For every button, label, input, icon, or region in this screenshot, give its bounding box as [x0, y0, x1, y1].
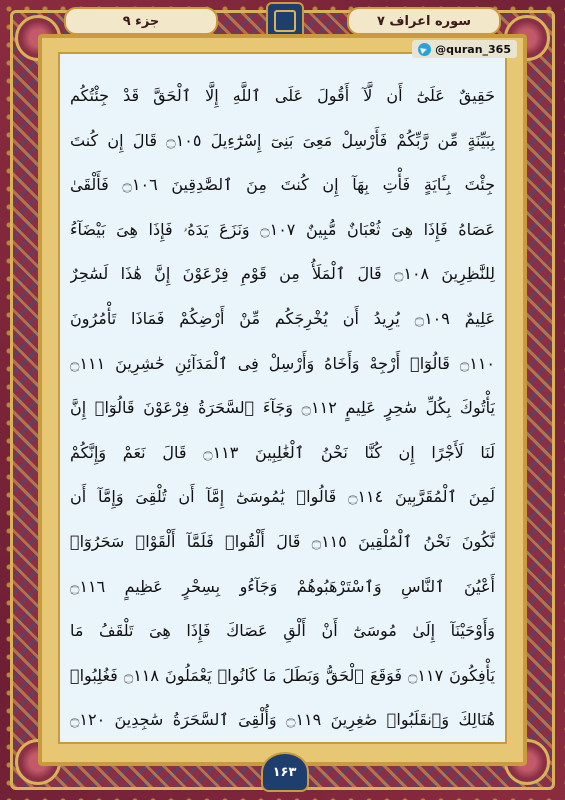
verse-line: عَصَاهُ فَإِذَا هِىَ ثُعْبَانٌ مُّبِينٌ ۝١٠٧ وَنَزَعَ يَدَهُۥ فَإِذَا هِىَ بَيْضَآءُ — [70, 219, 495, 239]
verse-line: حَقِيقٌ عَلَىٰٓ أَن لَّآ أَقُولَ عَلَى ٱللَّهِ إِلَّا ٱلْحَقَّ قَدْ جِئْتُكُم — [70, 86, 495, 105]
verse-line: ۝١١٠ قَالُوٓا۟ أَرْجِهْ وَأَخَاهُ وَأَرْسِلْ فِى ٱلْمَدَآئِنِ حَٰشِرِينَ ۝١١١ — [70, 353, 495, 373]
verse-line: بِبَيِّنَةٍ مِّن رَّبِّكُمْ فَأَرْسِلْ مَعِىَ بَنِىٓ إِسْرَٰٓءِيلَ ۝١٠٥ قَالَ إِن كُنتَ — [70, 130, 495, 150]
verse-line: لِلنَّٰظِرِينَ ۝١٠٨ قَالَ ٱلْمَلَأُ مِن قَوْمِ فِرْعَوْنَ إِنَّ هَٰذَا لَسَٰحِرٌ — [70, 264, 495, 284]
juz-label: جزء ۹ — [64, 7, 218, 35]
verse-line: أَعْيُنَ ٱلنَّاسِ وَٱسْتَرْهَبُوهُمْ وَجَآءُو بِسِحْرٍ عَظِيمٍ ۝١١٦ — [70, 576, 495, 596]
verse-line: وَأَوْحَيْنَآ إِلَىٰ مُوسَىٰٓ أَنْ أَلْقِ عَصَاكَ فَإِذَا هِىَ تَلْقَفُ مَا — [70, 621, 495, 641]
verse-panel — [58, 52, 507, 744]
verse-line: لَنَا لَأَجْرًا إِن كُنَّا نَحْنُ ٱلْغَٰلِبِينَ ۝١١٣ قَالَ نَعَمْ وَإِنَّكُمْ — [70, 442, 495, 462]
telegram-icon — [418, 43, 431, 56]
verse-line: جِئْتَ بِـَٔايَةٍ فَأْتِ بِهَآ إِن كُنتَ مِنَ ٱلصَّٰدِقِينَ ۝١٠٦ فَأَلْقَىٰ — [70, 175, 495, 195]
verse-lines — [70, 74, 495, 743]
verse-line: لَمِنَ ٱلْمُقَرَّبِينَ ۝١١٤ قَالُوا۟ يَٰمُوسَىٰٓ إِمَّآ أَن تُلْقِىَ وَإِمَّآ أَن — [70, 487, 495, 507]
channel-handle: @quran_365 — [435, 42, 511, 56]
verse-line: عَلِيمٌ ۝١٠٩ يُرِيدُ أَن يُخْرِجَكُم مِّنْ أَرْضِكُمْ فَمَاذَا تَأْمُرُونَ — [70, 308, 495, 328]
verse-line: هُنَالِكَ وَٱنقَلَبُوا۟ صَٰغِرِينَ ۝١١٩ وَأُلْقِىَ ٱلسَّحَرَةُ سَٰجِدِينَ ۝١٢٠ — [70, 710, 495, 730]
verse-line: يَأْتُوكَ بِكُلِّ سَٰحِرٍ عَلِيمٍ ۝١١٢ وَجَآءَ ٱلسَّحَرَةُ فِرْعَوْنَ قَالُوٓا۟ إِنَّ — [70, 398, 495, 418]
page-header — [42, 4, 523, 34]
page-number: ۱۶۳ — [261, 752, 309, 792]
channel-tag[interactable] — [412, 40, 517, 58]
surah-label: سوره اعراف ۷ — [347, 7, 501, 35]
verse-line: يَأْفِكُونَ ۝١١٧ فَوَقَعَ ٱلْحَقُّ وَبَطَلَ مَا كَانُوا۟ يَعْمَلُونَ ۝١١٨ فَغُلِبُوا۟ — [70, 665, 495, 685]
verse-line: نَّكُونَ نَحْنُ ٱلْمُلْقِينَ ۝١١٥ قَالَ أَلْقُوا۟ فَلَمَّآ أَلْقَوْا۟ سَحَرُوٓا۟ — [70, 531, 495, 551]
